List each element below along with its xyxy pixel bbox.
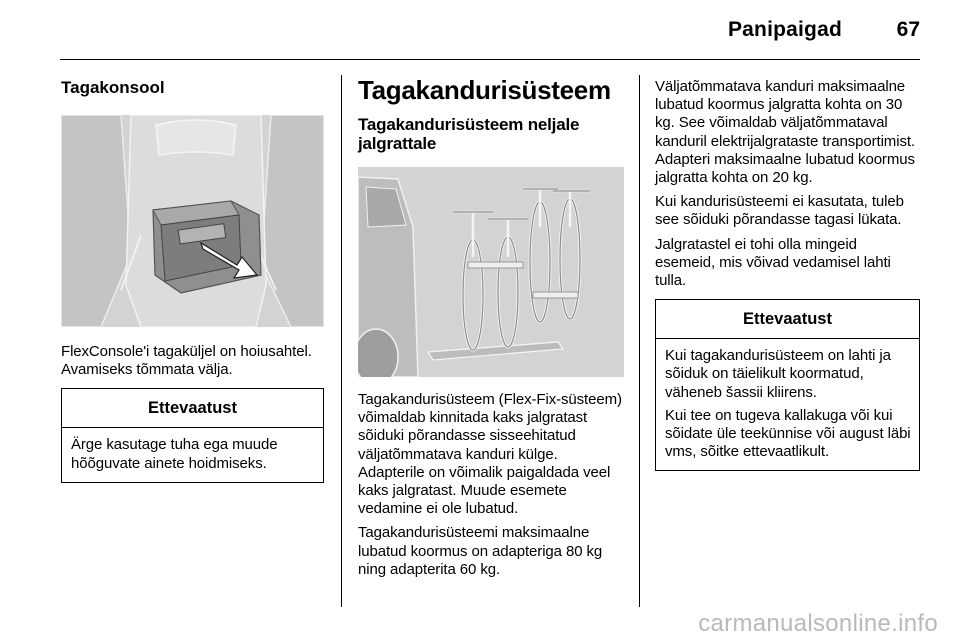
column-right	[655, 70, 920, 471]
column-left	[61, 70, 324, 483]
console-illustration	[61, 115, 324, 327]
bike-carrier-illustration	[358, 167, 624, 377]
notice-box	[61, 388, 324, 482]
header-rule	[60, 59, 920, 60]
notice-title: Ettevaatust	[656, 300, 919, 339]
page-number: 67	[896, 18, 920, 41]
paragraph: Tagakandurisüsteemi maksimaalne lubatud koormus on adapteriga 80 kg ning adapterita 60 kg.	[358, 524, 603, 578]
carrier-text	[358, 391, 624, 579]
chapter-heading: Tagakandurisüsteem	[358, 75, 611, 105]
notice-title: Ettevaatust	[62, 389, 323, 428]
watermark: carmanualsonline.info	[698, 610, 938, 637]
carrier-text-continued	[655, 78, 920, 290]
bike-carrier-drawing	[358, 167, 624, 377]
notice-box	[655, 299, 920, 471]
paragraph: Tagakandurisüsteem (Flex-Fix-süsteem) võimaldab kinnitada kaks jalgratast sõiduki põrandasse sisseehitatud väljatõmmatava kanduri külge. Adapterile on võimalik paigaldada veel kaks jalgratast. Muude esemete vedamine ei ole lubatud.	[358, 391, 622, 518]
console-drawer-drawing	[61, 115, 324, 327]
column-middle	[358, 70, 624, 579]
notice-body	[656, 339, 919, 470]
section-heading: Tagakonsool	[61, 78, 165, 97]
notice-text: Kui tagakandurisüsteem on lahti ja sõiduk on täielikult koormatud, väheneb šassii kliirens.	[665, 347, 891, 401]
paragraph: Kui kandurisüsteemi ei kasutata, tuleb see sõiduki põrandasse tagasi lükata.	[655, 193, 904, 229]
notice-body	[62, 428, 323, 481]
column-divider	[341, 75, 342, 607]
console-caption: FlexConsole'i tagaküljel on hoiusahtel. Avamiseks tõmmata välja.	[61, 343, 312, 379]
subsection-heading: Tagakandurisüsteem neljale jalgrattale	[358, 115, 580, 153]
notice-text: Ärge kasutage tuha ega muude hõõguvate ainete hoidmiseks.	[71, 436, 278, 472]
paragraph: Väljatõmmatava kanduri maksimaalne lubatud koormus jalgratta kohta on 30 kg. See võimaldab väljatõmmataval kanduril elektrijalgrataste transportimist. Adapteri maksimaalne lubatud koormus jalgratta kohta on 20 kg.	[655, 78, 915, 187]
notice-text: Kui tee on tugeva kallakuga või kui sõidate üle teekünnise või august läbi vms, sõitke ettevaatlikult.	[665, 406, 911, 461]
running-header-title: Panipaigad	[727, 18, 842, 41]
paragraph: Jalgratastel ei tohi olla mingeid esemeid, mis võivad vedamisel lahti tulla.	[655, 235, 891, 290]
column-divider	[639, 75, 640, 607]
